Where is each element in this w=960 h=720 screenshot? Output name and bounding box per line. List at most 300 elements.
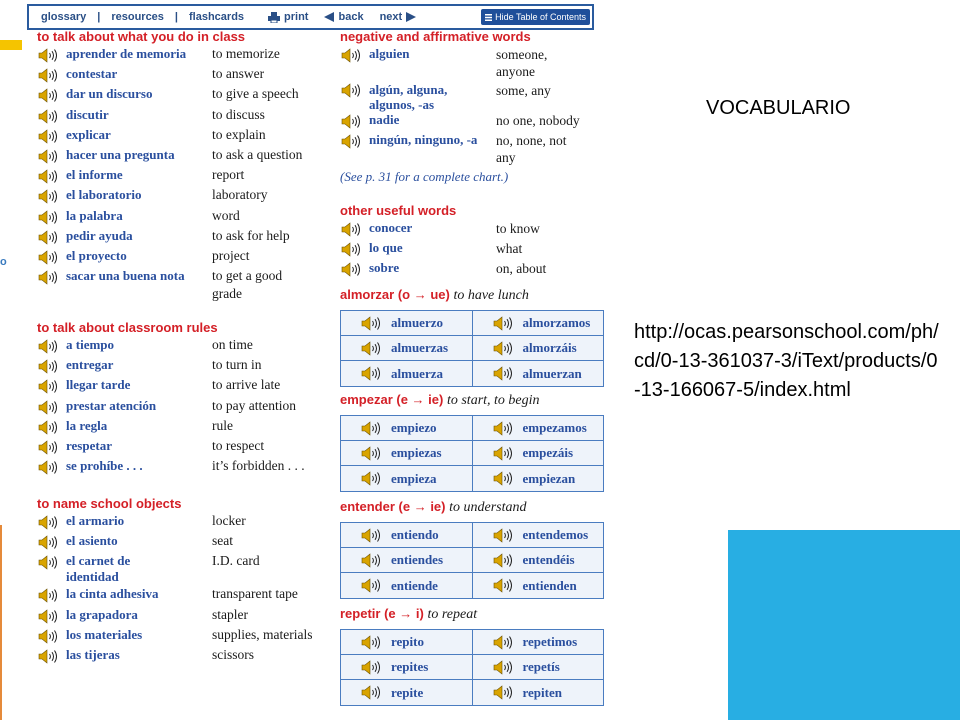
english-meaning: to memorize xyxy=(212,46,280,61)
spanish-term: llegar tarde xyxy=(66,377,131,393)
speaker-icon xyxy=(38,339,60,354)
spanish-term: la regla xyxy=(66,417,108,433)
audio-button[interactable] xyxy=(38,270,60,290)
spanish-term: sacar una buena nota xyxy=(66,268,185,284)
english-meaning: to turn in xyxy=(212,357,262,373)
list-item xyxy=(38,248,338,268)
speaker-icon[interactable] xyxy=(493,341,515,356)
left-orange-line xyxy=(0,525,2,720)
table-row xyxy=(341,311,603,336)
section-title-class: to talk about what you do in class xyxy=(37,29,246,44)
audio-button[interactable] xyxy=(38,339,60,359)
list-item xyxy=(38,187,338,207)
list-item xyxy=(341,46,611,82)
audio-button[interactable] xyxy=(38,88,60,108)
list-item xyxy=(38,377,338,397)
conj-form: entiendo xyxy=(391,527,439,542)
table-cell xyxy=(472,416,604,440)
speaker-icon xyxy=(38,460,60,475)
back-arrow-icon xyxy=(324,12,334,22)
source-url[interactable]: http://ocas.pearsonschool.com/ph/cd/0-13-361037-3/iText/products/0-13-166067-5/index.html xyxy=(634,321,939,401)
english-meaning: supplies, materials xyxy=(212,626,313,642)
english-meaning: to know xyxy=(496,221,540,236)
table-row xyxy=(341,655,603,680)
glossary-link[interactable]: glossary xyxy=(41,11,87,23)
conj-stem-change: (o → ue) xyxy=(397,287,450,302)
audio-button[interactable] xyxy=(38,68,60,88)
list-item xyxy=(38,357,338,377)
table-cell xyxy=(472,655,604,679)
english-meaning: rule xyxy=(212,417,233,433)
speaker-icon xyxy=(38,629,60,644)
english-meaning: seat xyxy=(212,533,233,549)
audio-button[interactable] xyxy=(38,359,60,379)
list-item xyxy=(38,268,338,308)
table-row xyxy=(341,416,603,441)
audio-button[interactable] xyxy=(341,83,363,103)
audio-button[interactable] xyxy=(38,649,60,669)
conj-form: repetís xyxy=(522,659,560,674)
toc-list-icon xyxy=(485,14,492,21)
speaker-icon xyxy=(38,270,60,285)
table-cell xyxy=(472,680,604,705)
english-meaning: scissors xyxy=(212,646,255,662)
conj-form: entendéis xyxy=(522,552,575,567)
list-item xyxy=(38,228,338,248)
conj-form: repite xyxy=(391,684,424,700)
table-row xyxy=(341,336,603,361)
speaker-icon xyxy=(341,83,363,98)
speaker-icon xyxy=(38,400,60,415)
conj-stem-change: (e → i) xyxy=(384,606,424,621)
conj-form: repiten xyxy=(522,684,562,700)
conj-meaning: to have lunch xyxy=(453,288,529,303)
table-row xyxy=(341,361,603,386)
conj-form: empieza xyxy=(391,470,437,486)
spanish-term: la cinta adhesiva xyxy=(66,586,159,602)
audio-button[interactable] xyxy=(341,114,363,134)
conj-form: repito xyxy=(391,634,424,649)
list-item xyxy=(341,132,611,168)
spanish-term: dar un discurso xyxy=(66,86,153,102)
speaker-icon xyxy=(38,609,60,624)
audio-button[interactable] xyxy=(341,222,363,242)
resources-link[interactable]: resources xyxy=(111,11,164,23)
list-item xyxy=(341,82,611,112)
spanish-term: alguien xyxy=(369,46,410,61)
english-meaning: project xyxy=(212,247,250,263)
print-button[interactable] xyxy=(263,11,313,23)
spanish-term: la grapadora xyxy=(66,606,138,622)
conj-form: entendemos xyxy=(522,527,589,542)
spanish-term: hacer una pregunta xyxy=(66,146,175,162)
english-meaning: report xyxy=(212,167,245,183)
textbook-toolbar xyxy=(27,4,594,30)
english-meaning: I.D. card xyxy=(212,553,260,569)
conj-title-entender xyxy=(340,499,527,516)
conj-form: repetimos xyxy=(522,634,578,649)
speaker-icon[interactable] xyxy=(493,471,515,486)
audio-button[interactable] xyxy=(38,629,60,649)
audio-button[interactable] xyxy=(38,535,60,555)
audio-button[interactable] xyxy=(38,400,60,420)
section-title-useful: other useful words xyxy=(340,203,457,218)
english-meaning: it’s forbidden . . . xyxy=(212,458,305,474)
list-item xyxy=(38,586,338,606)
english-meaning-cont: grade xyxy=(212,286,242,302)
table-cell xyxy=(472,548,604,572)
vocab-list-class xyxy=(38,46,338,308)
spanish-term: entregar xyxy=(66,357,114,373)
conj-form: entiende xyxy=(391,577,438,593)
conj-form: empezamos xyxy=(522,420,587,435)
list-item xyxy=(38,533,338,553)
left-edge-marker: o xyxy=(0,256,7,268)
speaker-icon xyxy=(38,588,60,603)
spanish-term: el laboratorio xyxy=(66,187,142,203)
conj-stem-change: (e → ie) xyxy=(398,499,446,514)
list-item xyxy=(341,240,611,260)
speaker-icon[interactable] xyxy=(361,366,383,381)
english-meaning: on, about xyxy=(496,261,547,277)
speaker-icon[interactable] xyxy=(493,446,515,461)
conj-meaning: to understand xyxy=(449,500,527,515)
english-meaning: to explain xyxy=(212,126,266,142)
conj-form: almuerza xyxy=(391,365,443,381)
english-meaning: stapler xyxy=(212,606,248,622)
spanish-term: prestar atención xyxy=(66,397,157,413)
section-title-rules: to talk about classroom rules xyxy=(37,320,218,335)
conj-form: almorzamos xyxy=(522,315,591,330)
speaker-icon xyxy=(38,555,60,570)
audio-button[interactable] xyxy=(38,129,60,149)
speaker-icon[interactable] xyxy=(493,366,515,381)
speaker-icon[interactable] xyxy=(493,316,515,331)
table-cell xyxy=(341,416,472,440)
list-item xyxy=(38,607,338,627)
conj-table-repetir xyxy=(340,629,604,706)
speaker-icon xyxy=(38,109,60,124)
speaker-icon xyxy=(38,250,60,265)
printer-icon xyxy=(268,12,280,23)
spanish-term: el proyecto xyxy=(66,247,127,263)
english-meaning: someone, xyxy=(496,47,548,62)
table-cell xyxy=(472,311,604,335)
table-cell xyxy=(341,336,472,360)
speaker-icon[interactable] xyxy=(361,553,383,568)
conj-verb: empezar xyxy=(340,392,393,407)
vocab-list-rules xyxy=(38,337,338,478)
conj-form: empezáis xyxy=(522,445,574,460)
speaker-icon xyxy=(341,134,363,149)
english-meaning: what xyxy=(496,241,523,257)
table-row xyxy=(341,466,603,491)
list-item xyxy=(38,107,338,127)
audio-button[interactable] xyxy=(38,109,60,129)
audio-button[interactable] xyxy=(38,379,60,399)
speaker-icon xyxy=(38,359,60,374)
hide-toc-button[interactable] xyxy=(481,9,590,25)
speaker-icon xyxy=(341,242,363,257)
english-meaning: to discuss xyxy=(212,106,265,122)
english-meaning: to respect xyxy=(212,437,265,453)
speaker-icon[interactable] xyxy=(361,341,383,356)
table-row xyxy=(341,441,603,466)
print-label: print xyxy=(284,11,309,23)
table-row xyxy=(341,630,603,655)
table-cell xyxy=(341,361,472,386)
conj-table-entender xyxy=(340,522,604,599)
spanish-term: aprender de memoria xyxy=(66,46,187,61)
table-cell xyxy=(472,441,604,465)
spanish-term: los materiales xyxy=(66,626,143,642)
table-row xyxy=(341,523,603,548)
english-meaning: to give a speech xyxy=(212,86,299,102)
spanish-term: lo que xyxy=(369,240,403,256)
speaker-icon[interactable] xyxy=(361,685,383,700)
vocab-list-objects xyxy=(38,513,338,667)
table-cell xyxy=(472,336,604,360)
spanish-term: explicar xyxy=(66,126,111,142)
spanish-term: ningún, ninguno, -a xyxy=(369,132,478,147)
conj-table-almorzar xyxy=(340,310,604,387)
table-cell xyxy=(341,441,472,465)
speaker-icon[interactable] xyxy=(493,660,515,675)
speaker-icon[interactable] xyxy=(361,316,383,331)
speaker-icon xyxy=(38,48,60,63)
english-meaning: to pay attention xyxy=(212,397,296,413)
spanish-term: pedir ayuda xyxy=(66,227,133,243)
speaker-icon xyxy=(341,262,363,277)
english-meaning: no, none, not xyxy=(496,133,567,148)
conj-verb: repetir xyxy=(340,606,381,621)
english-meaning: laboratory xyxy=(212,187,268,203)
list-item xyxy=(38,398,338,418)
spanish-term-cont: identidad xyxy=(66,569,119,585)
spanish-term: el armario xyxy=(66,513,125,528)
left-accent-bar xyxy=(0,40,22,50)
speaker-icon xyxy=(38,379,60,394)
table-cell xyxy=(341,630,472,654)
speaker-icon[interactable] xyxy=(493,685,515,700)
english-meaning: to arrive late xyxy=(212,377,281,393)
table-cell xyxy=(341,311,472,335)
table-cell xyxy=(341,548,472,572)
audio-button[interactable] xyxy=(38,588,60,608)
list-item xyxy=(341,220,611,240)
speaker-icon[interactable] xyxy=(361,421,383,436)
speaker-icon xyxy=(38,230,60,245)
speaker-icon[interactable] xyxy=(361,635,383,650)
english-meaning-cont: any xyxy=(496,150,516,165)
audio-button[interactable] xyxy=(341,134,363,154)
audio-button[interactable] xyxy=(38,420,60,440)
list-item xyxy=(38,66,338,86)
speaker-icon xyxy=(38,515,60,530)
speaker-icon[interactable] xyxy=(493,635,515,650)
slide-heading: VOCABULARIO xyxy=(706,97,851,119)
spanish-term: nadie xyxy=(369,112,400,127)
spanish-term: contestar xyxy=(66,66,118,82)
speaker-icon xyxy=(341,48,363,63)
audio-button[interactable] xyxy=(38,210,60,230)
conj-form: almuerzas xyxy=(391,340,449,355)
speaker-icon xyxy=(38,420,60,435)
english-meaning: on time xyxy=(212,337,253,352)
conj-form: empiezan xyxy=(522,470,576,486)
back-button[interactable] xyxy=(319,11,368,23)
list-item xyxy=(341,260,611,280)
conj-form: almorzáis xyxy=(522,340,577,355)
spanish-term: las tijeras xyxy=(66,646,120,662)
list-item xyxy=(38,438,338,458)
toolbar-separator: | xyxy=(97,11,101,23)
conj-form: empiezo xyxy=(391,420,437,435)
section-title-objects: to name school objects xyxy=(37,496,182,511)
table-cell xyxy=(341,466,472,491)
speaker-icon xyxy=(38,649,60,664)
conj-form: entiendes xyxy=(391,552,443,567)
conj-form: almuerzo xyxy=(391,315,443,330)
list-item xyxy=(38,458,338,478)
list-item xyxy=(38,167,338,187)
table-cell xyxy=(341,655,472,679)
section-title-neg-aff: negative and affirmative words xyxy=(340,29,531,44)
spanish-term: a tiempo xyxy=(66,337,115,352)
conj-table-empezar xyxy=(340,415,604,492)
vocab-list-useful xyxy=(341,220,611,281)
table-row xyxy=(341,573,603,598)
table-cell xyxy=(472,466,604,491)
spanish-term: la palabra xyxy=(66,207,123,223)
flashcards-link[interactable]: flashcards xyxy=(189,11,245,23)
speaker-icon xyxy=(341,114,363,129)
table-row xyxy=(341,680,603,705)
list-item xyxy=(38,553,338,586)
speaker-icon xyxy=(38,129,60,144)
conj-verb: almorzar xyxy=(340,287,395,302)
speaker-icon[interactable] xyxy=(361,660,383,675)
list-item xyxy=(38,627,338,647)
speaker-icon[interactable] xyxy=(361,446,383,461)
table-cell xyxy=(472,361,604,386)
table-cell xyxy=(472,573,604,598)
conj-title-empezar xyxy=(340,392,540,409)
audio-button[interactable] xyxy=(38,440,60,460)
conj-form: entienden xyxy=(522,577,577,593)
audio-button[interactable] xyxy=(38,169,60,189)
speaker-icon[interactable] xyxy=(361,528,383,543)
english-meaning: no one, nobody xyxy=(496,113,580,128)
see-page-note: (See p. 31 for a complete chart.) xyxy=(340,169,509,184)
vocab-list-neg-aff xyxy=(341,46,611,168)
english-meaning: to ask for help xyxy=(212,227,290,243)
toolbar-separator: | xyxy=(174,11,178,23)
table-cell xyxy=(341,573,472,598)
conj-stem-change: (e → ie) xyxy=(396,392,444,407)
audio-button[interactable] xyxy=(38,230,60,250)
list-item xyxy=(38,337,338,357)
speaker-icon xyxy=(38,149,60,164)
audio-button[interactable] xyxy=(38,515,60,535)
spanish-term: el informe xyxy=(66,167,123,183)
spanish-term: discutir xyxy=(66,106,109,122)
next-button[interactable] xyxy=(375,11,422,23)
speaker-icon[interactable] xyxy=(493,528,515,543)
english-meaning-cont: anyone xyxy=(496,64,535,79)
list-item xyxy=(38,513,338,533)
english-meaning: to ask a question xyxy=(212,146,303,162)
audio-button[interactable] xyxy=(38,189,60,209)
spanish-term: el asiento xyxy=(66,533,118,549)
speaker-icon xyxy=(38,189,60,204)
speaker-icon xyxy=(38,88,60,103)
table-cell xyxy=(341,680,472,705)
speaker-icon xyxy=(341,222,363,237)
spanish-term: el carnet de xyxy=(66,553,131,569)
speaker-icon[interactable] xyxy=(361,578,383,593)
speaker-icon xyxy=(38,169,60,184)
english-meaning: word xyxy=(212,207,240,223)
audio-button[interactable] xyxy=(38,250,60,270)
list-item xyxy=(38,147,338,167)
speaker-icon xyxy=(38,68,60,83)
speaker-icon xyxy=(38,210,60,225)
conj-form: almuerzan xyxy=(522,365,582,381)
conj-meaning: to repeat xyxy=(427,607,478,622)
table-cell xyxy=(341,523,472,547)
spanish-term: respetar xyxy=(66,437,112,453)
speaker-icon xyxy=(38,440,60,455)
speaker-icon[interactable] xyxy=(361,471,383,486)
audio-button[interactable] xyxy=(341,262,363,282)
audio-button[interactable] xyxy=(38,555,60,575)
list-item xyxy=(341,112,611,132)
conj-verb: entender xyxy=(340,499,395,514)
list-item xyxy=(38,418,338,438)
conj-title-repetir xyxy=(340,606,477,623)
next-arrow-icon xyxy=(406,12,416,22)
spanish-term: se prohíbe . . . xyxy=(66,458,143,474)
english-meaning: some, any xyxy=(496,83,551,98)
conj-form: empiezas xyxy=(391,445,442,460)
audio-button[interactable] xyxy=(38,460,60,480)
speaker-icon xyxy=(38,535,60,550)
speaker-icon[interactable] xyxy=(493,553,515,568)
hide-toc-label: Hide Table of Contents xyxy=(495,12,586,22)
spanish-term: algún, alguna, xyxy=(369,82,448,97)
audio-button[interactable] xyxy=(341,242,363,262)
spanish-term: conocer xyxy=(369,220,413,235)
decorative-blue-block xyxy=(728,530,960,720)
conj-form: repites xyxy=(391,659,429,674)
back-label: back xyxy=(338,11,364,23)
speaker-icon[interactable] xyxy=(493,578,515,593)
audio-button[interactable] xyxy=(341,48,363,68)
speaker-icon[interactable] xyxy=(493,421,515,436)
list-item xyxy=(38,46,338,66)
english-meaning: locker xyxy=(212,513,246,528)
table-cell xyxy=(472,630,604,654)
english-meaning: to get a good xyxy=(212,268,283,284)
audio-button[interactable] xyxy=(38,609,60,629)
list-item xyxy=(38,127,338,147)
audio-button[interactable] xyxy=(38,149,60,169)
audio-button[interactable] xyxy=(38,48,60,68)
table-cell xyxy=(472,523,604,547)
english-meaning: transparent tape xyxy=(212,586,298,602)
conj-title-almorzar xyxy=(340,287,529,304)
